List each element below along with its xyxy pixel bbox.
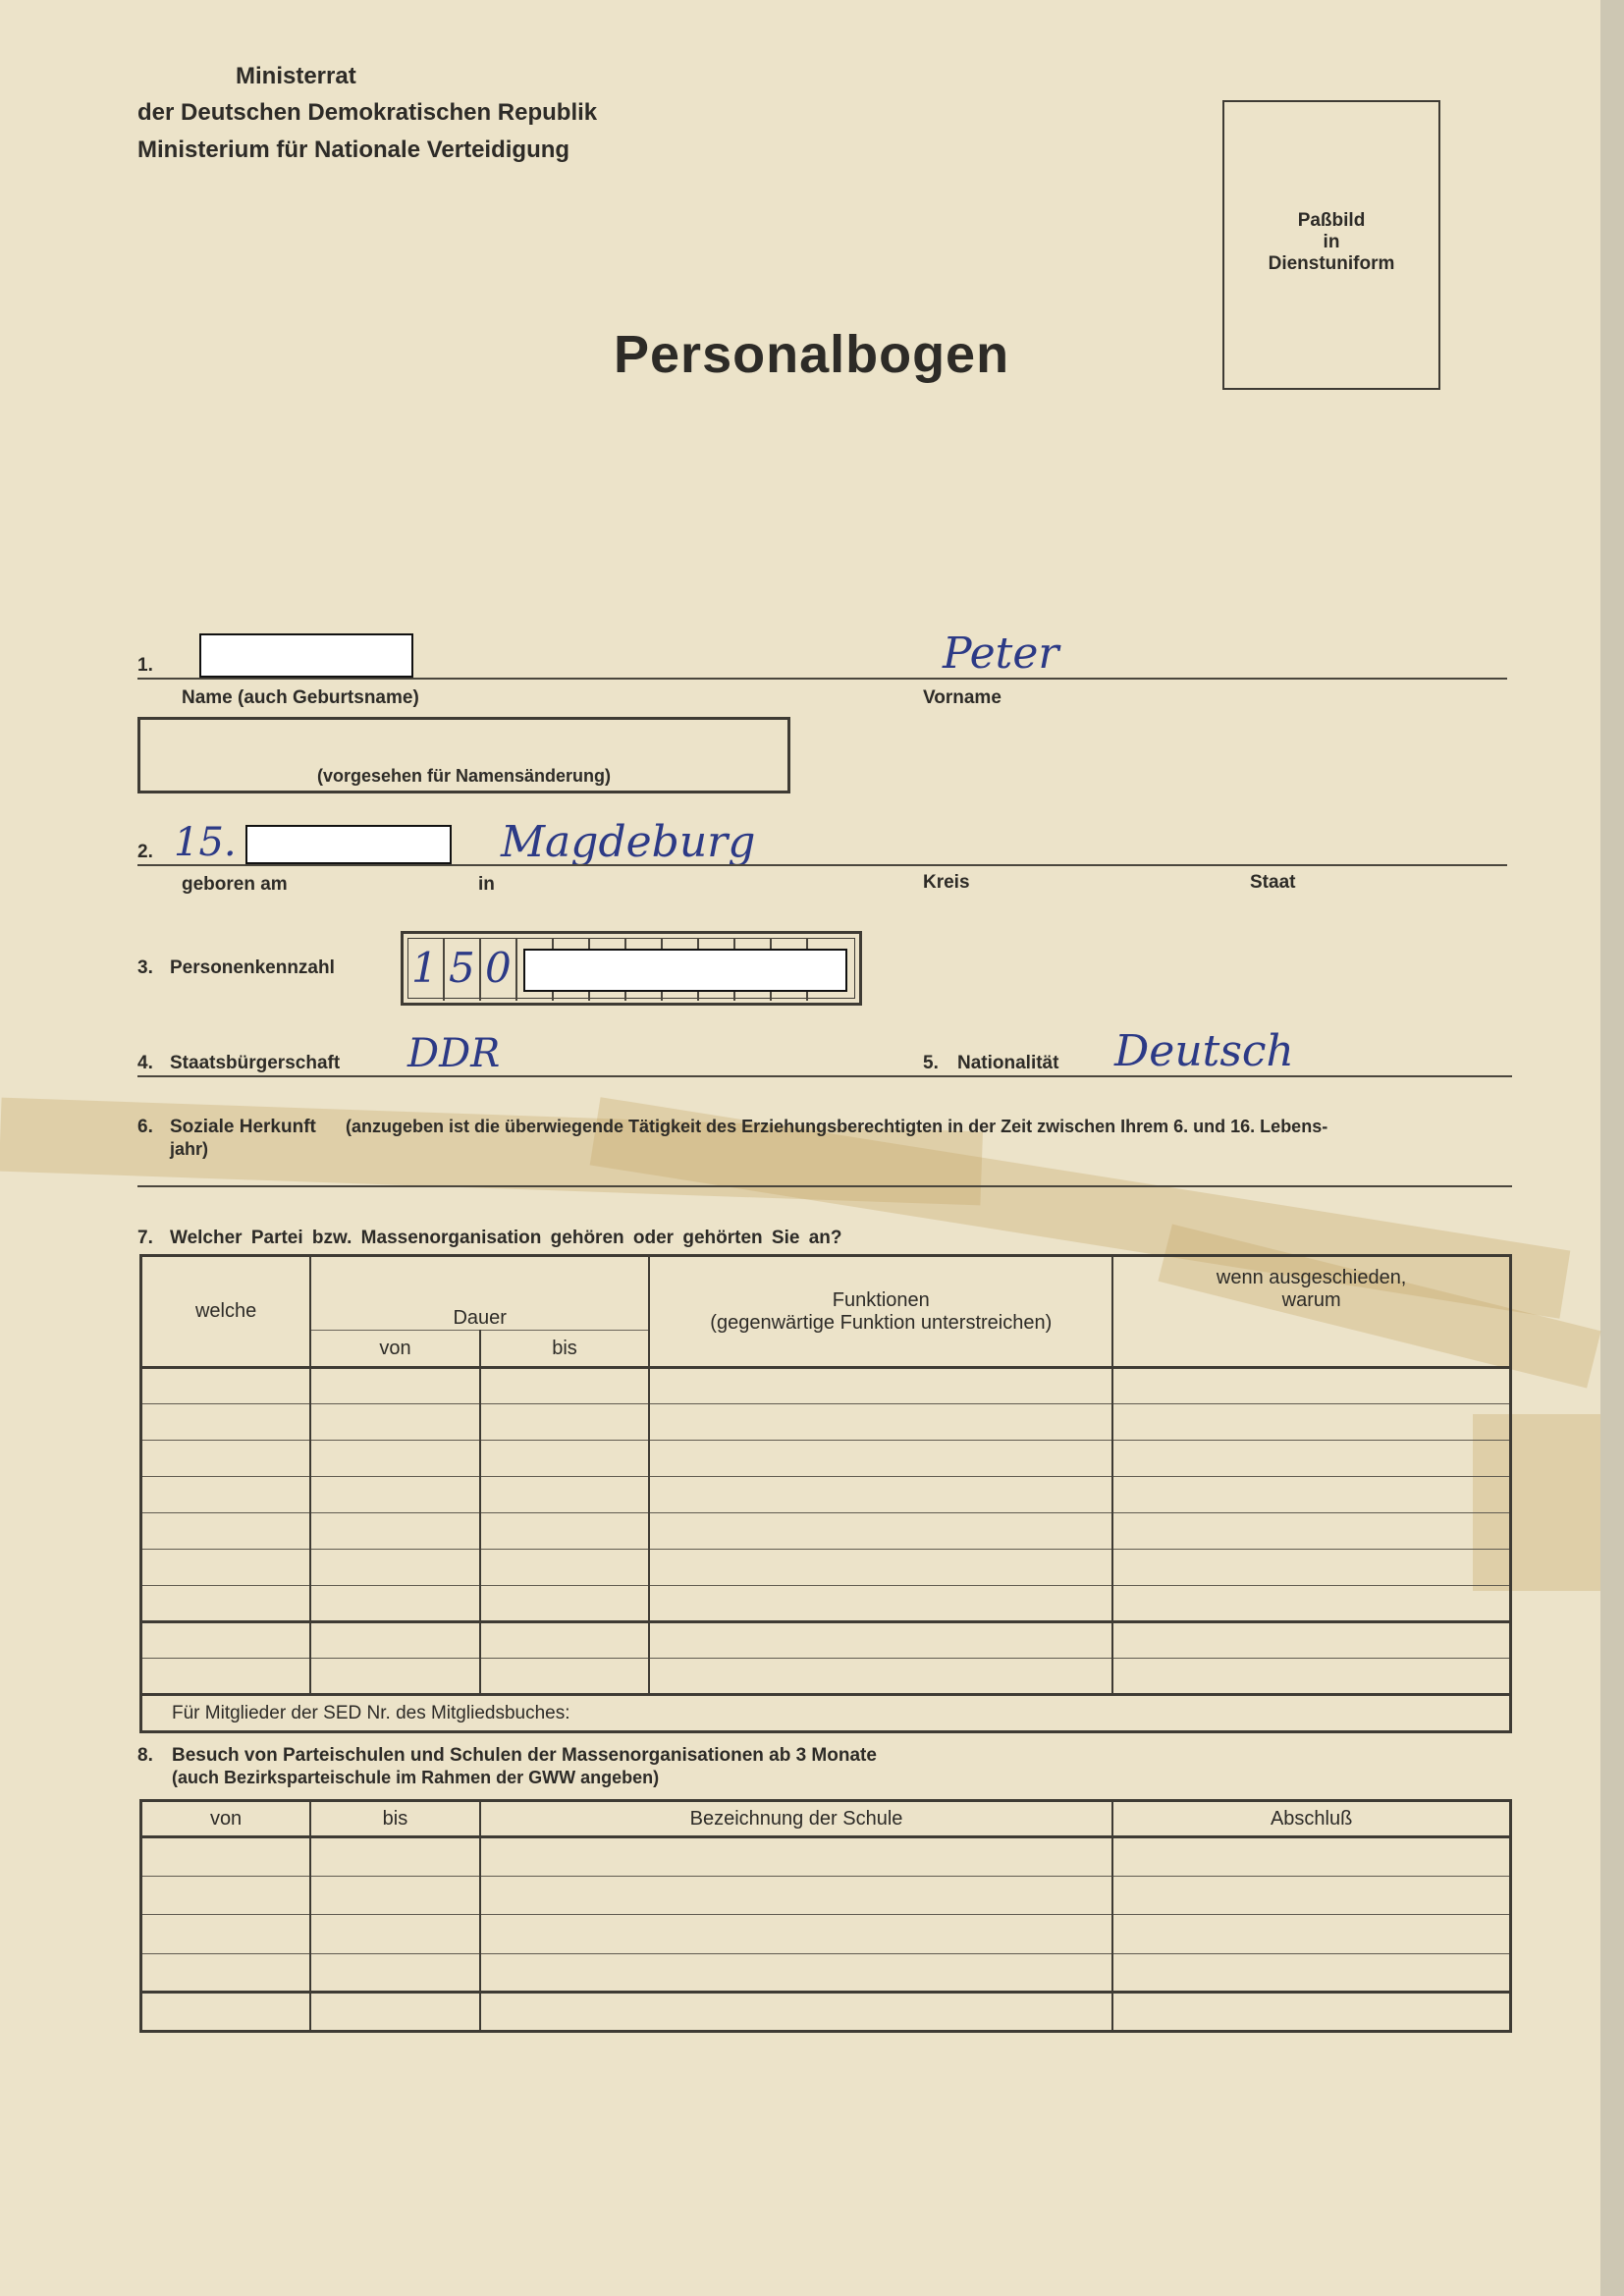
table-row[interactable]: [141, 1915, 1511, 1954]
field-8-question: Besuch von Parteischulen und Schulen der Massenorganisationen ab 3 Monate: [172, 1745, 877, 1766]
photo-box-line-3: Dienstuniform: [1268, 253, 1395, 274]
table-row[interactable]: [141, 1368, 1511, 1404]
nationalitaet-value[interactable]: Deutsch: [1114, 1026, 1294, 1076]
field-7-number: 7.: [137, 1228, 153, 1248]
field-4-number: 4.: [137, 1053, 153, 1073]
party-membership-table: [139, 1254, 1512, 1733]
issuer-line-3: Ministerium für Nationale Verteidigung: [137, 137, 570, 163]
table-row[interactable]: [141, 1404, 1511, 1441]
pkz-digit-3: 0: [485, 944, 512, 992]
table-row[interactable]: [141, 1586, 1511, 1622]
staatsbuergerschaft-value[interactable]: DDR: [407, 1031, 501, 1076]
in-label: in: [478, 874, 495, 895]
table-row[interactable]: [141, 1477, 1511, 1513]
col-funktionen-hint: (gegenwärtige Funktion unterstreichen): [710, 1311, 1053, 1334]
col-bis: bis: [480, 1331, 650, 1368]
table-row[interactable]: [141, 1441, 1511, 1477]
table-row[interactable]: [141, 1876, 1511, 1915]
table-row[interactable]: [141, 1513, 1511, 1550]
soziale-herkunft-label: Soziale Herkunft: [170, 1117, 316, 1137]
issuer-header: [98, 62, 648, 91]
pkz-redaction: [523, 949, 847, 992]
field-1-number: 1.: [137, 655, 153, 676]
soziale-herkunft-line[interactable]: [137, 1185, 1512, 1187]
table-row[interactable]: [141, 1993, 1511, 2032]
page-title: Personalbogen: [614, 325, 1010, 384]
personenkennzahl-label: Personenkennzahl: [170, 957, 335, 978]
staatsbuergerschaft-label: Staatsbürgerschaft: [170, 1053, 341, 1073]
field-6-number: 6.: [137, 1117, 153, 1137]
table-row[interactable]: [141, 1550, 1511, 1586]
birthdate-redaction: [245, 825, 452, 864]
vorname-label: Vorname: [923, 687, 1001, 708]
staat-label: Staat: [1250, 872, 1296, 893]
col-warum: warum: [1281, 1289, 1341, 1311]
col-funktionen-title: Funktionen: [832, 1288, 930, 1311]
school-col-bis: bis: [310, 1801, 480, 1837]
name-change-label: (vorgesehen für Namensänderung): [316, 766, 612, 786]
col-dauer: Dauer: [310, 1256, 649, 1331]
col-ausgeschieden: [1112, 1256, 1510, 1368]
issuer-line-2: der Deutschen Demokratischen Republik: [137, 99, 598, 126]
soziale-herkunft-hint: (anzugeben ist die überwiegende Tätigkeit des Erziehungsberechtigten in der Zeit zwischen Ihrem 6. und 16. Lebens-: [346, 1117, 1328, 1136]
sed-membership-row[interactable]: [141, 1695, 1511, 1732]
field-3-number: 3.: [137, 957, 153, 978]
table-row[interactable]: [141, 1953, 1511, 1993]
soziale-herkunft-hint-2: jahr): [170, 1139, 209, 1159]
school-col-bezeichnung: Bezeichnung der Schule: [480, 1801, 1113, 1837]
pkz-digit-2: 5: [449, 944, 475, 992]
col-von: von: [310, 1331, 480, 1368]
nationalitaet-label: Nationalität: [957, 1053, 1059, 1073]
name-redaction: [199, 633, 413, 678]
birth-day-value[interactable]: 15.: [174, 820, 237, 865]
table-row[interactable]: [141, 1622, 1511, 1659]
issuer-line-1: Ministerrat: [236, 63, 356, 89]
party-school-table: [139, 1799, 1512, 2033]
geboren-label: geboren am: [182, 874, 288, 895]
vorname-value[interactable]: Peter: [943, 629, 1059, 679]
school-col-abschluss: Abschluß: [1112, 1801, 1510, 1837]
school-col-von: von: [141, 1801, 311, 1837]
col-funktionen: [649, 1256, 1112, 1368]
name-label: Name (auch Geburtsname): [182, 687, 419, 708]
table-row[interactable]: [141, 1659, 1511, 1695]
col-welche: welche: [141, 1256, 311, 1368]
pkz-digit-1: 1: [411, 944, 438, 992]
field-7-question: Welcher Partei bzw. Massenorganisation gehören oder gehörten Sie an?: [170, 1228, 842, 1248]
photo-box: [1222, 100, 1440, 390]
photo-box-line-1: Paßbild: [1297, 210, 1366, 231]
field-8-number: 8.: [137, 1745, 153, 1766]
sed-membership-label: Für Mitglieder der SED Nr. des Mitgliedsbuches:: [141, 1695, 1511, 1732]
field-5-number: 5.: [923, 1053, 939, 1073]
name-change-box[interactable]: [137, 717, 790, 793]
col-ausgeschieden-title: wenn ausgeschieden,: [1216, 1267, 1407, 1288]
field-8-hint: (auch Bezirksparteischule im Rahmen der GWW angeben): [172, 1768, 660, 1787]
photo-box-line-2: in: [1323, 232, 1340, 252]
field-2-number: 2.: [137, 842, 153, 862]
birthplace-value[interactable]: Magdeburg: [501, 817, 756, 867]
table-row[interactable]: [141, 1837, 1511, 1877]
kreis-label: Kreis: [923, 872, 970, 893]
